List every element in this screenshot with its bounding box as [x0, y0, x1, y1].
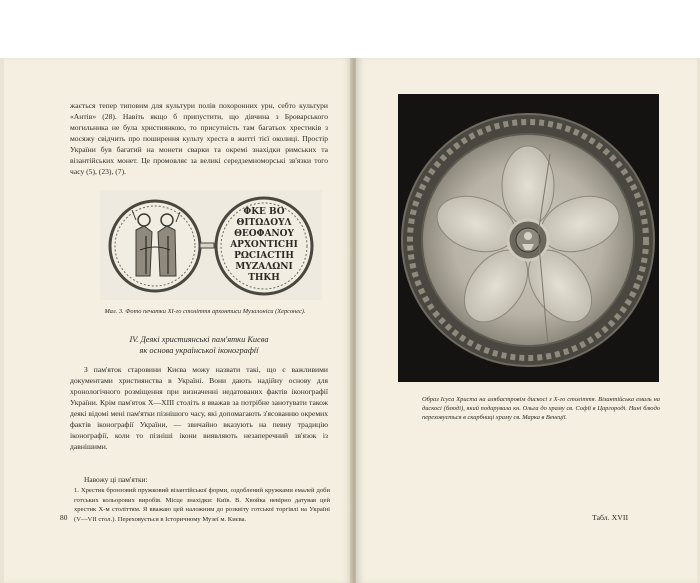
- right-page: [356, 58, 697, 583]
- plate-number: Табл. XVII: [592, 513, 629, 522]
- coin-legend-line: ΤΗΚΗ: [248, 273, 280, 283]
- coin-legend-line: ΡΩCΙΑCΤΙΗ: [234, 251, 294, 261]
- body-paragraph: З пам'яток старовини Києва можу назвати такі, що є важливими документами християнства в Україні. Вони дають надійну основу для хронологічного розміщення при визначенні недатованих фактів іконографії України. Крім пам'яток X—XIII століть я вважав за потрібне занотувати також деякі відомі мені пам'ятки пізнішого часу, які допомагають з'ясованню окремих фактів іконографії України, — звичайно вказують на певну традицію іконографії, коли то пізніші ікони виявляють незаперечний зв'язок із давнішими.: [70, 365, 329, 451]
- paten-image: [398, 94, 659, 382]
- paten-photo: [398, 94, 659, 382]
- section-heading-line: як основа української іконографії: [139, 345, 259, 355]
- coin-legend-line: ΦKE BO: [243, 207, 285, 217]
- coin-legend-line: ΘΙΤΩΔΟΥΛ: [236, 218, 292, 228]
- note-item-1: 1. Хрестик бронзовий пружковий візантійської форми, оздоблений кружками емалей доби готських кольорових виробів. Місце знахідки: Київ. В. Хвойка невірно датував цей хрестик X-м століттям. Я вважаю цей наложним до розквіту готської торгівлі на Україні (V—VII стол.). Переховується в Історичному Музеї м. Києва.: [74, 487, 330, 523]
- coin-legend-line: ΘΕΟΦΑΝΟΥ: [234, 229, 294, 239]
- coin-caption: Мал. 3. Фото печатки XI-го століття архонтиси Музалоніси (Херсонес).: [104, 308, 306, 315]
- left-page: [4, 58, 352, 583]
- coin-photo: [100, 190, 322, 300]
- notes-lead: Навожу ці пам'ятки:: [84, 475, 148, 484]
- book-spread: [0, 58, 700, 583]
- seal-image: [100, 190, 322, 300]
- page-number: 80: [60, 513, 68, 522]
- top-paragraph: жається тепер типовим для культури полів похоронних урн, себто культури «Антів» (28). Навіть якщо б припустити, що дівчина з Броварського могильника не була християнкою, то присутність там багатьох хрестиків з мосяжу свідчить про поширення культу хреста в житті тієї околиці. Простір України був багатий на монети сварки та окремі знахідки римських та візантійських монет. Це промовляє за великі середземноморські зв'язки того часу (5), (23), (7).: [70, 101, 328, 176]
- plate-caption: Образ Ісуса Христа на алябастровім дискосі з X-го століття. Візантійська емаль на дискосі (блюді), який подарувала кн. Ольга до храму св. Софії в Царгороді. Нині блюдо переховується в скарбниці храму св. Марка в Венеції.: [422, 396, 660, 422]
- section-heading: [70, 335, 328, 356]
- coin-legend-line: ΜΥΖΑΛΩΝΙ: [235, 262, 293, 272]
- section-heading-line: IV. Деякі християнські пам'ятки Києва: [129, 335, 269, 344]
- coin-legend-line: ΑΡΧΟΝΤΙCΗΙ: [230, 240, 298, 250]
